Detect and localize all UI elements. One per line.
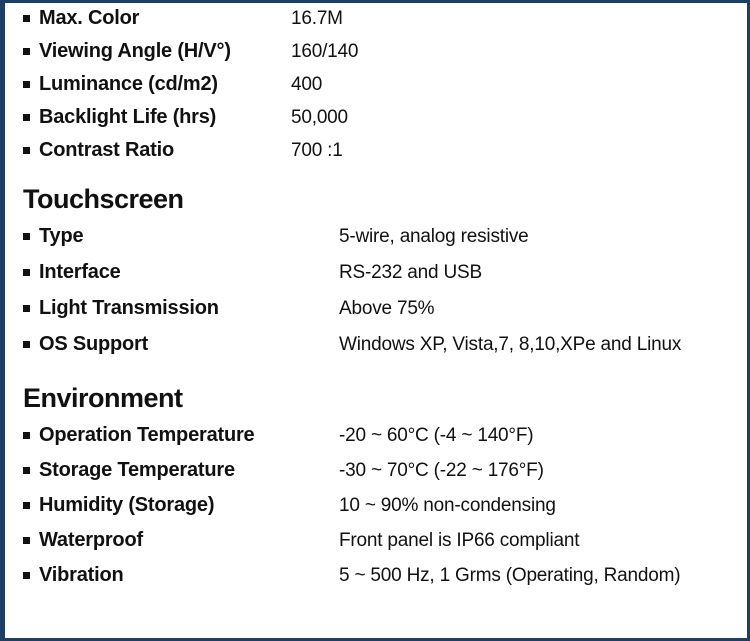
spec-row bbox=[23, 333, 737, 356]
square-bullet-icon bbox=[23, 10, 39, 25]
spec-sheet-content bbox=[5, 3, 747, 638]
spec-value: Front panel is IP66 compliant bbox=[339, 530, 580, 551]
spec-value: Above 75% bbox=[339, 298, 435, 319]
spec-value: Windows XP, Vista,7, 8,10,XPe and Linux bbox=[339, 334, 682, 355]
spec-value: 50,000 bbox=[291, 107, 348, 128]
square-bullet-icon bbox=[23, 142, 39, 157]
spec-value: 5 ~ 500 Hz, 1 Grms (Operating, Random) bbox=[339, 565, 681, 586]
spec-label: Humidity (Storage) bbox=[39, 494, 215, 516]
spec-label: OS Support bbox=[39, 333, 149, 355]
spec-row bbox=[23, 424, 737, 447]
spec-row bbox=[23, 297, 737, 320]
section-heading: Environment bbox=[23, 383, 183, 413]
spec-label: Operation Temperature bbox=[39, 424, 255, 446]
spec-value: -20 ~ 60°C (-4 ~ 140°F) bbox=[339, 425, 534, 446]
spec-label: Type bbox=[39, 225, 84, 247]
spec-row bbox=[23, 459, 737, 482]
square-bullet-icon bbox=[23, 264, 39, 279]
square-bullet-icon bbox=[23, 336, 39, 351]
spec-row bbox=[23, 529, 737, 552]
spec-row bbox=[23, 261, 737, 284]
spec-label: Viewing Angle (H/V°) bbox=[39, 40, 231, 62]
spec-row bbox=[23, 564, 737, 587]
spec-row bbox=[23, 73, 737, 96]
spec-value: 5-wire, analog resistive bbox=[339, 226, 529, 247]
section-environment bbox=[23, 369, 737, 587]
spec-label: Contrast Ratio bbox=[39, 139, 174, 161]
square-bullet-icon bbox=[23, 228, 39, 243]
square-bullet-icon bbox=[23, 76, 39, 91]
square-bullet-icon bbox=[23, 43, 39, 58]
spec-row bbox=[23, 40, 737, 63]
section-heading: Touchscreen bbox=[23, 184, 184, 214]
square-bullet-icon bbox=[23, 462, 39, 477]
square-bullet-icon bbox=[23, 427, 39, 442]
spec-value: 16.7M bbox=[291, 8, 343, 29]
spec-row bbox=[23, 7, 737, 30]
spec-row bbox=[23, 494, 737, 517]
spec-label: Storage Temperature bbox=[39, 459, 235, 481]
spec-row bbox=[23, 106, 737, 129]
spec-row bbox=[23, 139, 737, 162]
spec-label: Interface bbox=[39, 261, 121, 283]
section-touchscreen bbox=[23, 172, 737, 356]
square-bullet-icon bbox=[23, 300, 39, 315]
spec-label: Vibration bbox=[39, 564, 124, 586]
square-bullet-icon bbox=[23, 532, 39, 547]
spec-value: -30 ~ 70°C (-22 ~ 176°F) bbox=[339, 460, 544, 481]
spec-value: RS-232 and USB bbox=[339, 262, 482, 283]
spec-label: Waterproof bbox=[39, 529, 143, 551]
spec-label: Luminance (cd/m2) bbox=[39, 73, 218, 95]
square-bullet-icon bbox=[23, 109, 39, 124]
spec-label: Backlight Life (hrs) bbox=[39, 106, 217, 128]
spec-label: Max. Color bbox=[39, 7, 140, 29]
square-bullet-icon bbox=[23, 497, 39, 512]
square-bullet-icon bbox=[23, 567, 39, 582]
spec-value: 10 ~ 90% non-condensing bbox=[339, 495, 556, 516]
spec-value: 400 bbox=[291, 74, 323, 95]
spec-value: 160/140 bbox=[291, 41, 359, 62]
section-display bbox=[23, 3, 737, 162]
spec-value: 700 :1 bbox=[291, 140, 343, 161]
spec-label: Light Transmission bbox=[39, 297, 219, 319]
spec-row bbox=[23, 225, 737, 248]
